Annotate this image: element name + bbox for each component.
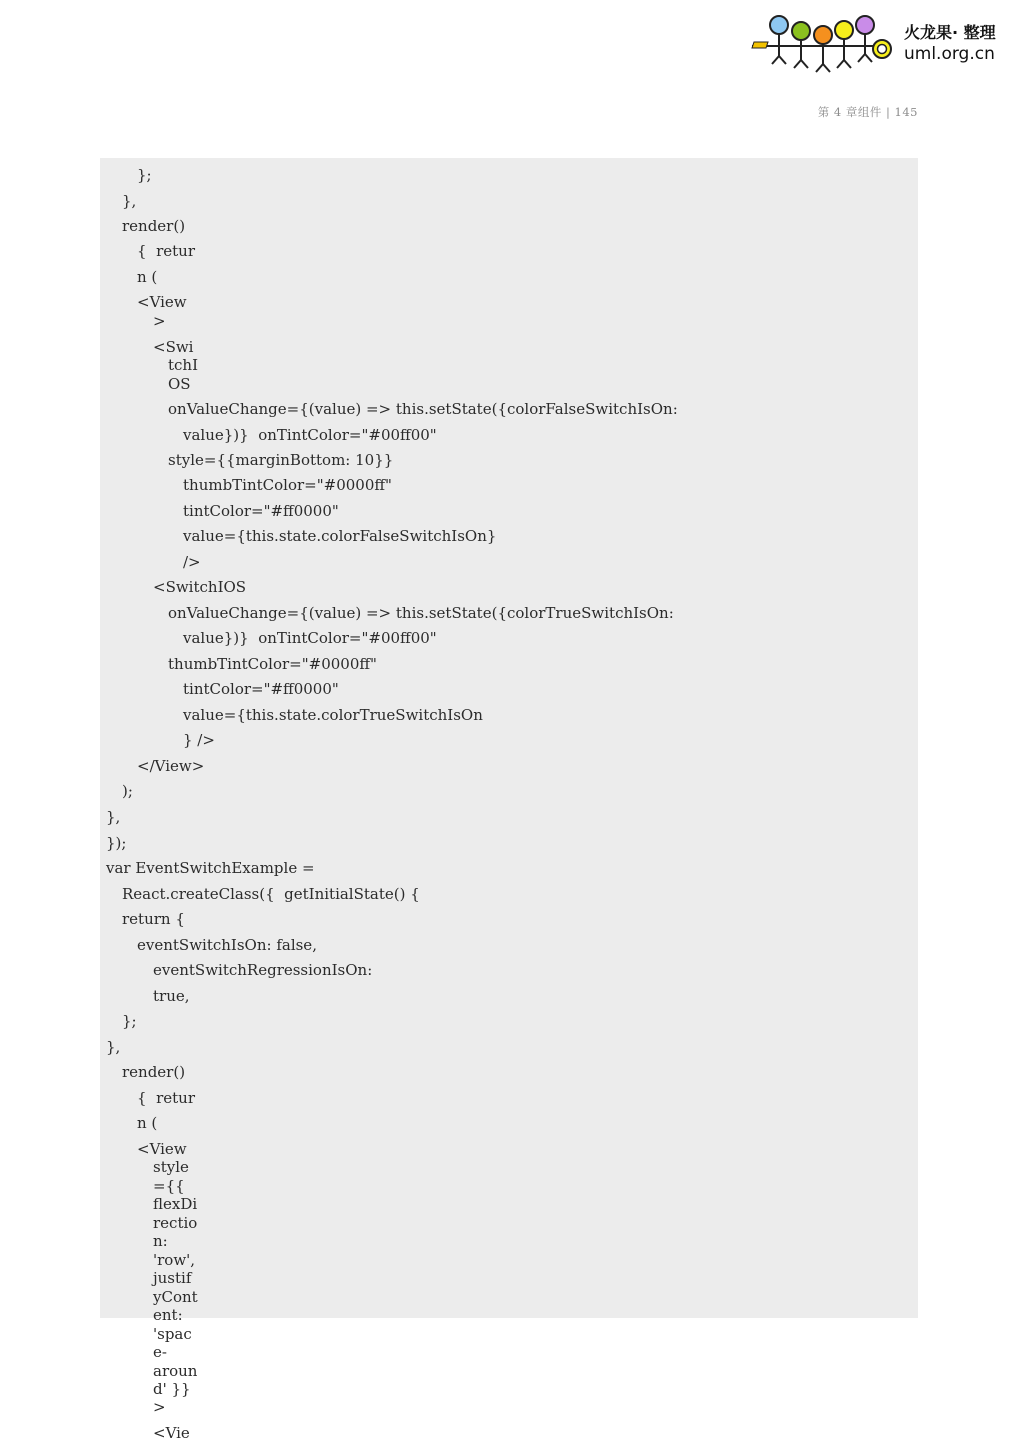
code-line: d' }} (153, 1380, 191, 1398)
code-line: flexDi (153, 1195, 198, 1213)
code-line: 'spac (153, 1325, 192, 1343)
code-line: }, (106, 1038, 121, 1056)
code-line: <View (137, 293, 187, 311)
running-head: 第 4 章组件 | 145 (817, 105, 918, 119)
code-line: true, (153, 987, 190, 1005)
code-line: /> (183, 553, 201, 571)
code-line: aroun (153, 1362, 198, 1380)
code-line: ); (122, 782, 133, 800)
code-line: React.createClass({ getInitialState() { (122, 885, 420, 903)
code-line: n ( (137, 1114, 158, 1132)
code-line: { retur (137, 1089, 195, 1107)
code-block-background (100, 158, 918, 1318)
code-line: return { (122, 910, 185, 928)
code-line: style (153, 1158, 189, 1176)
code-line: e- (153, 1343, 167, 1361)
code-line: n ( (137, 268, 158, 286)
code-line: tintColor="#ff0000" (183, 680, 339, 698)
code-line: ent: (153, 1306, 183, 1324)
code-line: }, (106, 808, 121, 826)
code-line: value={this.state.colorTrueSwitchIsOn (183, 706, 483, 724)
code-line: }); (106, 834, 127, 852)
code-line: render() (122, 1063, 186, 1081)
code-line: ={{ (153, 1177, 185, 1195)
code-line: > (153, 312, 166, 330)
code-line: n: (153, 1232, 168, 1250)
code-line: tchI (168, 356, 199, 374)
code-line: yCont (153, 1288, 198, 1306)
code-line: <View (137, 1140, 187, 1158)
code-line: style={{marginBottom: 10}} (168, 451, 394, 469)
code-line: var EventSwitchExample = (106, 859, 315, 877)
code-line: } /> (183, 731, 215, 749)
logo-image (748, 12, 898, 76)
code-line: render() (122, 217, 186, 235)
code-line: <Vie (153, 1424, 190, 1442)
code-line: eventSwitchIsOn: false, (137, 936, 317, 954)
code-line: justif (153, 1269, 192, 1287)
code-line: <SwitchIOS (153, 578, 247, 596)
code-line: value})} onTintColor="#00ff00" (183, 426, 437, 444)
code-line: value})} onTintColor="#00ff00" (183, 629, 437, 647)
code-line: thumbTintColor="#0000ff" (168, 655, 377, 673)
code-line: thumbTintColor="#0000ff" (183, 476, 392, 494)
code-line: value={this.state.colorFalseSwitchIsOn} (183, 527, 497, 545)
code-line: <Swi (153, 338, 194, 356)
code-line: eventSwitchRegressionIsOn: (153, 961, 373, 979)
code-line: }; (137, 166, 152, 184)
code-line: 'row', (153, 1251, 196, 1269)
code-line: </View> (137, 757, 205, 775)
brand-title: 火龙果· 整理 (904, 23, 996, 42)
code-line: onValueChange={(value) => this.setState({colorTrueSwitchIsOn: (168, 604, 674, 622)
code-line: { retur (137, 242, 195, 260)
code-line: onValueChange={(value) => this.setState({colorFalseSwitchIsOn: (168, 400, 678, 418)
code-line: }; (122, 1012, 137, 1030)
code-line: OS (168, 375, 191, 393)
code-line: > (153, 1398, 166, 1416)
code-line: }, (122, 192, 137, 210)
code-line: rectio (153, 1214, 198, 1232)
brand-url: uml.org.cn (904, 44, 995, 64)
code-line: tintColor="#ff0000" (183, 502, 339, 520)
